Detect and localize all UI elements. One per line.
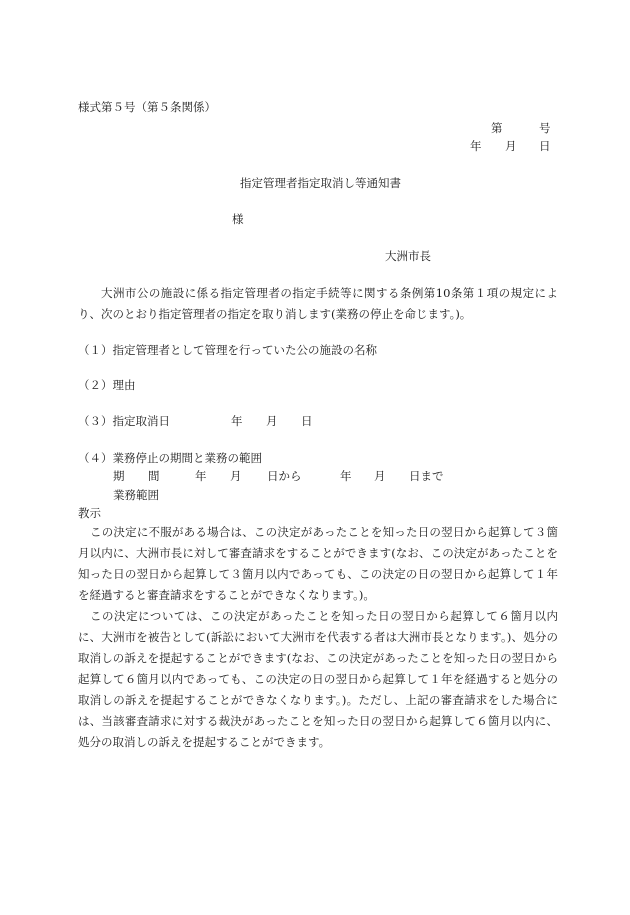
document-title: 指定管理者指定取消し等通知書 xyxy=(240,176,401,190)
sender-name: 大洲市長 xyxy=(385,249,431,263)
period-to-day: 日まで xyxy=(409,469,444,483)
issue-date-month: 月 xyxy=(505,139,517,153)
period-from-day: 日から xyxy=(267,469,302,483)
period-label-first: 期 xyxy=(113,469,125,483)
form-label: 様式第５号（第５条関係） xyxy=(78,100,216,114)
revocation-date-year: 年 xyxy=(231,414,243,428)
issue-date-day: 日 xyxy=(539,139,551,153)
period-to-month: 月 xyxy=(374,469,386,483)
period-label-second: 間 xyxy=(148,469,160,483)
notice-paragraph-objection: この決定に不服がある場合は、この決定があったことを知った日の翌日から起算して３箇月以内に、大洲市長に対して審査請求をすることができます(なお、この決定があったことを知った日の翌日から起算して３箇月以内であっても、この決定の日の翌日から起算して１年を経過すると審査請求をすることができなくなります。)。 xyxy=(78,525,558,602)
recipient-suffix: 様 xyxy=(232,212,244,226)
item-facility-name: （１）指定管理者として管理を行っていた公の施設の名称 xyxy=(78,343,377,357)
item-reason: （２）理由 xyxy=(78,378,136,392)
document-number-prefix: 第 xyxy=(491,121,503,135)
item-revocation-date: （３）指定取消日 xyxy=(78,414,170,428)
issue-date-year: 年 xyxy=(470,139,482,153)
scope-label: 業務範囲 xyxy=(113,488,159,502)
period-from-year: 年 xyxy=(195,469,207,483)
notice-heading: 教示 xyxy=(78,506,101,520)
document-number-suffix: 号 xyxy=(539,121,551,135)
period-from-month: 月 xyxy=(230,469,242,483)
notice-paragraph-lawsuit: この決定については、この決定があったことを知った日の翌日から起算して６箇月以内に、大洲市を被告として(訴訟において大洲市を代表する者は大洲市長となります。)、処分の取消しの訴えを提起することができます(なお、この決定があったことを知った日の翌日から起算して６箇月以内であっても、この決定の日の翌日から起算して１年を経過すると処分の取消しの訴えを提起することができなくなります。)。ただし、上記の審査請求をした場合には、当該審査請求に対する裁決があったことを知った日の翌日から起算して６箇月以内に、処分の取消しの訴えを提起することができます。 xyxy=(78,609,558,749)
period-to-year: 年 xyxy=(340,469,352,483)
revocation-date-month: 月 xyxy=(266,414,278,428)
item-suspension: （４）業務停止の期間と業務の範囲 xyxy=(78,451,262,465)
revocation-date-day: 日 xyxy=(301,414,313,428)
intro-paragraph: 大洲市公の施設に係る指定管理者の指定手続等に関する条例第10条第１項の規定により、次のとおり指定管理者の指定を取り消します(業務の停止を命じます。)。 xyxy=(78,286,558,321)
